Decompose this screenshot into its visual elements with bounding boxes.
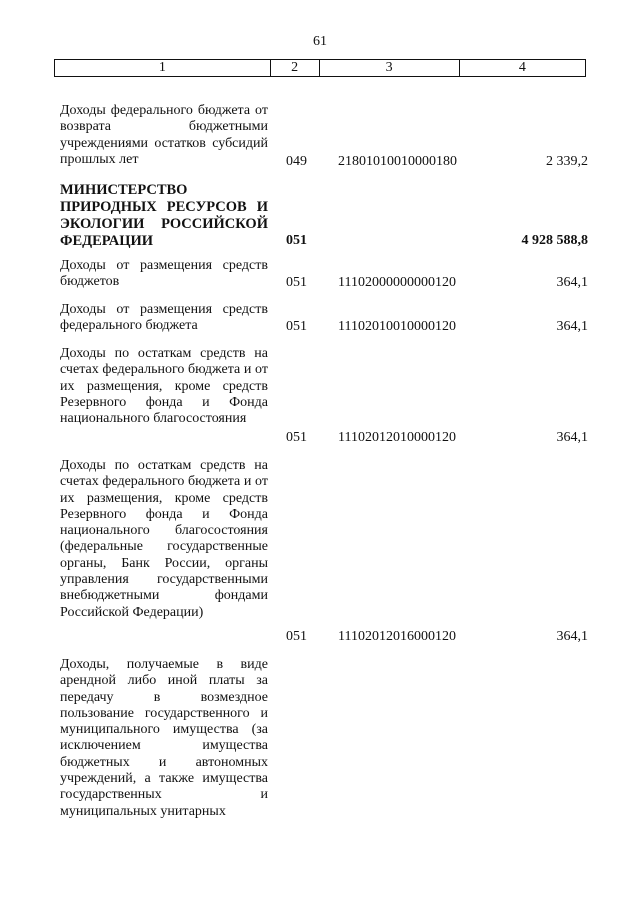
row-description: Доходы от размещения средств бюджетов — [60, 258, 268, 290]
row-kbk: 21801010010000180 — [338, 154, 457, 169]
row-admin-code: 051 — [286, 629, 307, 644]
row-kbk: 11102012016000120 — [338, 629, 456, 644]
row-kbk: 11102012010000120 — [338, 430, 456, 445]
row-admin-code: 051 — [286, 275, 307, 290]
row-description: Доходы по остаткам средств на счетах федерального бюджета и от их размещения, кроме средств Резервного фонда и Фонда национального благосостояния — [60, 346, 268, 427]
row-admin-code: 051 — [286, 233, 307, 248]
row-amount: 364,1 — [556, 629, 588, 644]
column-header-row — [54, 59, 586, 77]
row-kbk: 11102010010000120 — [338, 319, 456, 334]
row-admin-code: 051 — [286, 319, 307, 334]
page-number: 61 — [313, 34, 327, 49]
row-admin-code: 051 — [286, 430, 307, 445]
row-amount: 4 928 588,8 — [521, 233, 588, 248]
row-description: Доходы от размещения средств федерального бюджета — [60, 302, 268, 334]
row-admin-code: 049 — [286, 154, 307, 169]
row-description: Доходы, получаемые в виде арендной либо иной платы за передачу в возмездное пользование государственного и муниципального имущества (за исключением имущества бюджетных и автономных учреждений, а также имущества государственных и муниципальных унитарных — [60, 657, 268, 819]
row-kbk: 11102000000000120 — [338, 275, 456, 290]
row-amount: 2 339,2 — [546, 154, 588, 169]
ministry-title: МИНИСТЕРСТВО ПРИРОДНЫХ РЕСУРСОВ И ЭКОЛОГИИ РОССИЙСКОЙ ФЕДЕРАЦИИ — [60, 182, 268, 249]
row-description: Доходы федерального бюджета от возврата бюджетными учреждениями остатков субсидий прошлых лет — [60, 103, 268, 167]
row-description: Доходы по остаткам средств на счетах федерального бюджета и от их размещения, кроме средств Резервного фонда и Фонда национального благосостояния (федеральные государственные органы, Банк России, органы управления государственными внебюджетными фондами Российской Федерации) — [60, 458, 268, 620]
column-header-1: 1 — [55, 60, 271, 76]
column-header-4: 4 — [518, 60, 526, 75]
column-header-3: 3 — [320, 60, 460, 76]
column-header-2: 2 — [271, 60, 320, 76]
row-amount: 364,1 — [556, 319, 588, 334]
row-amount: 364,1 — [556, 430, 588, 445]
row-amount: 364,1 — [556, 275, 588, 290]
